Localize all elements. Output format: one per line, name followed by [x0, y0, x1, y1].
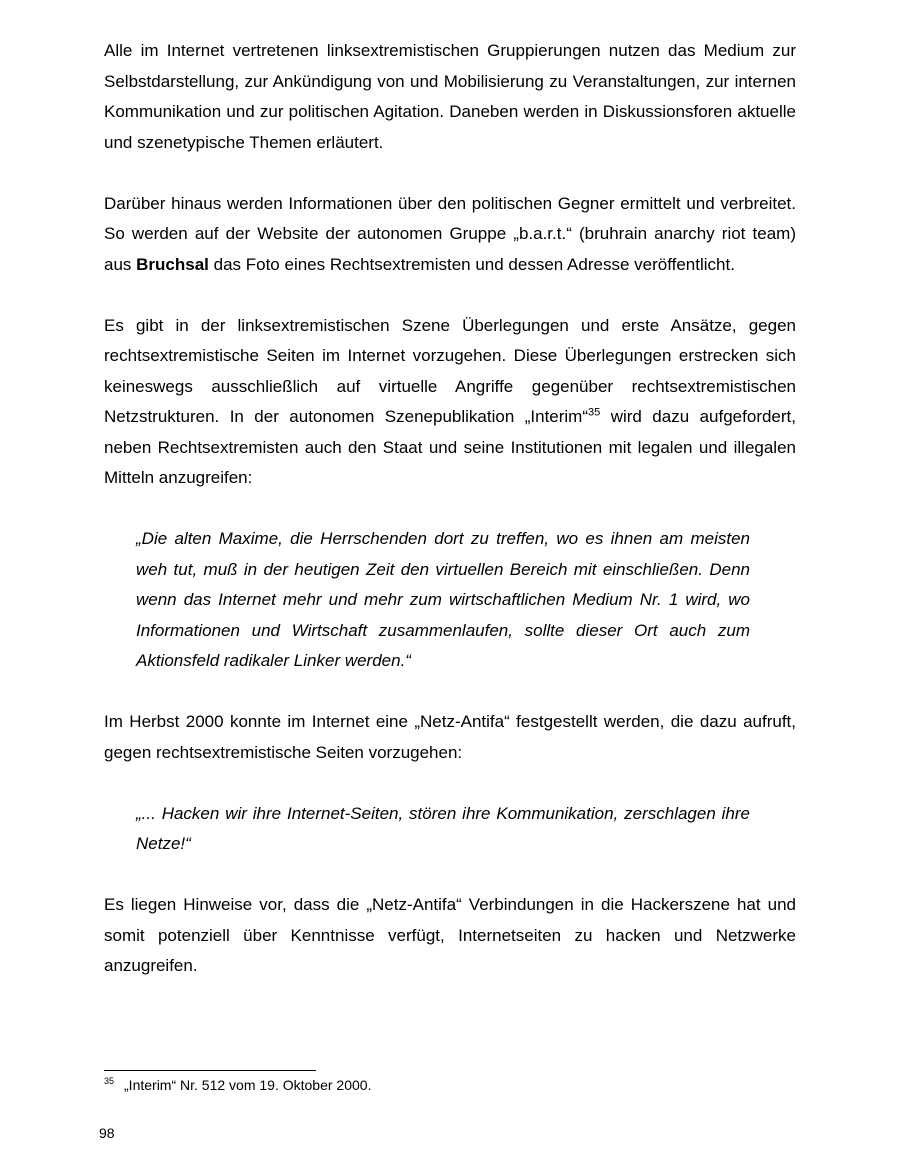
paragraph-5: Es liegen Hinweise vor, dass die „Netz-Antifa“ Verbindungen in die Hackerszene hat und somit potenziell über Kenntnisse verfügt, Internetseiten zu hacken und Netzwerke anzugreifen.: [104, 895, 796, 975]
block-quote-1: „Die alten Maxime, die Herrschenden dort zu treffen, wo es ihnen am meisten weh tut, muß in der heutigen Zeit den virtuellen Bereich mit einschließen. Denn wenn das Internet mehr und mehr zum wirtschaftlichen Medium Nr. 1 wird, wo Informationen und Wirtschaft zusammenlaufen, sollte dieser Ort auch zum Aktionsfeld radikaler Linker werden.“: [136, 529, 750, 670]
footnote-text: „Interim“ Nr. 512 vom 19. Oktober 2000.: [124, 1077, 372, 1093]
block-quote-2: „... Hacken wir ihre Internet-Seiten, stören ihre Kommunikation, zerschlagen ihre Netze!“: [136, 803, 750, 853]
paragraph-2-text-before: Darüber hinaus werden Informationen über den politischen Gegner ermittelt und verbreitet. So werden auf der Website der autonomen Gruppe „b.a.r.t.“ (bruhrain anarchy riot team) aus: [104, 193, 796, 274]
paragraph-3-text-before: Es gibt in der linksextremistischen Szene Überlegungen und erste Ansätze, gegen rechtsextremistische Seiten im Internet vorzugehen. Diese Überlegungen erstrecken sich keineswegs ausschließlich auf virtuelle Angriffe gegenüber rechtsextremistischen Netzstrukturen. In der autonomen Szenepublikation „Interim“: [104, 315, 796, 426]
footnote: [104, 1075, 796, 1095]
paragraph-2: [104, 189, 796, 281]
footnote-number: 35: [104, 1076, 115, 1087]
paragraph-3: [104, 311, 796, 494]
bold-place-name: Bruchsal: [136, 254, 209, 274]
body-text: [104, 36, 796, 982]
page-number: 98: [99, 1125, 115, 1141]
paragraph-2-text-after: das Foto eines Rechtsextremisten und dessen Adresse veröffentlicht.: [208, 254, 735, 274]
footnote-reference: 35: [588, 406, 601, 419]
paragraph-4: Im Herbst 2000 konnte im Internet eine „Netz-Antifa“ festgestellt werden, die dazu aufruft, gegen rechtsextremistische Seiten vorzugehen:: [104, 712, 796, 762]
paragraph-3-text-after: wird dazu aufgefordert, neben Rechtsextremisten auch den Staat und seine Institutionen mit legalen und illegalen Mitteln anzugreifen:: [104, 407, 796, 487]
paragraph-1: Alle im Internet vertretenen linksextremistischen Gruppierungen nutzen das Medium zur Selbstdarstellung, zur Ankündigung von und Mobilisierung zu Veranstaltungen, zur internen Kommunikation und zur politischen Agitation. Daneben werden in Diskussionsforen aktuelle und szenetypische Themen erläutert.: [104, 41, 796, 152]
footnote-separator: [104, 1070, 316, 1071]
